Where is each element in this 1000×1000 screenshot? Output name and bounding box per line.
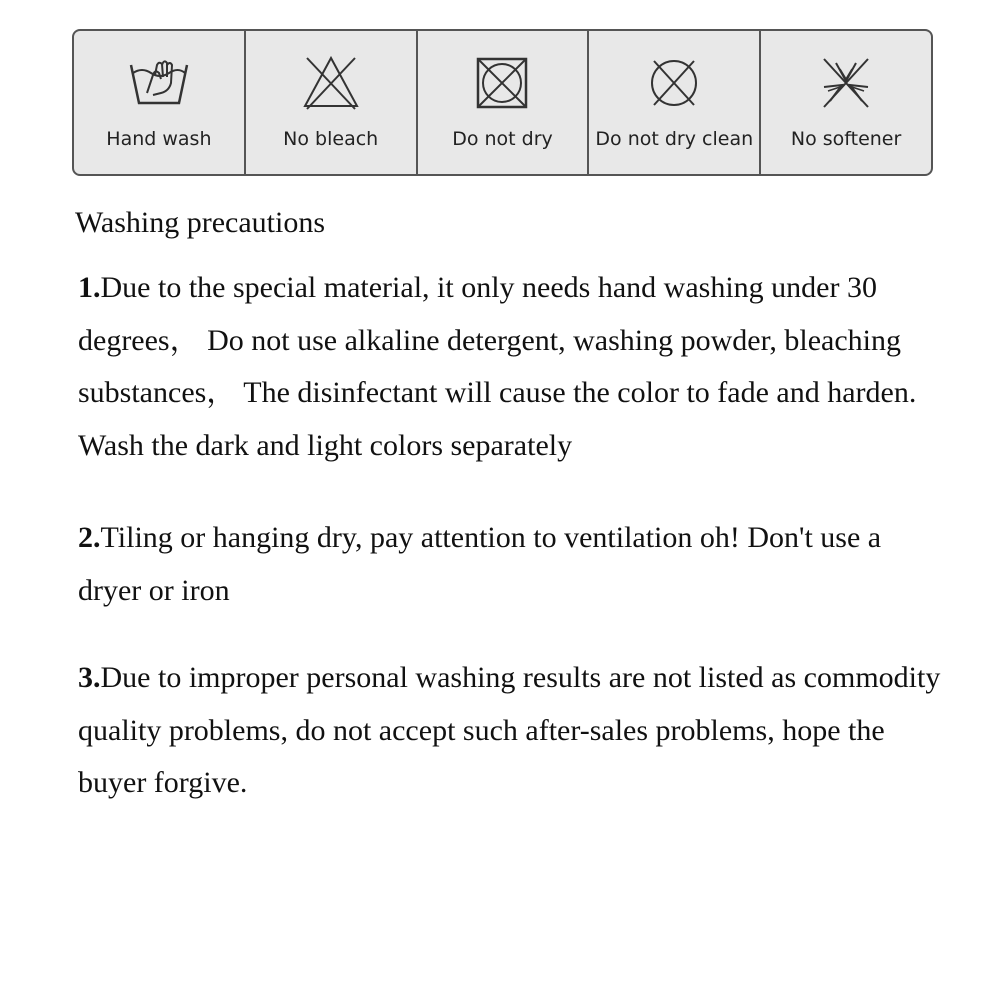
care-symbol-do-not-dry-clean xyxy=(589,31,761,174)
do-not-dry-clean-icon xyxy=(642,53,706,113)
paragraph-text: Due to the special material, it only needs hand washing under 30 degrees， Do not use alkaline detergent, washing powder, bleaching substances， The disinfectant will cause the color to fade and harden. Wash the dark and light colors separately xyxy=(78,271,917,462)
care-symbol-no-softener xyxy=(761,31,931,174)
care-symbol-no-bleach xyxy=(246,31,418,174)
no-bleach-icon xyxy=(299,53,363,113)
care-symbols-panel xyxy=(72,29,933,176)
care-symbol-label: No bleach xyxy=(283,128,379,150)
paragraph-number: 3. xyxy=(78,661,101,694)
care-symbol-label: Do not dry clean xyxy=(595,128,754,150)
care-symbol-hand-wash xyxy=(74,31,246,174)
hand-wash-icon xyxy=(127,53,191,113)
care-symbol-label: No softener xyxy=(790,128,902,150)
no-softener-icon xyxy=(814,53,878,113)
paragraph-text: Due to improper personal washing results are not listed as commodity quality problems, do not accept such after-sales problems, hope the buyer forgive. xyxy=(78,661,941,799)
care-symbol-label: Do not dry xyxy=(452,128,553,150)
care-symbol-label: Hand wash xyxy=(106,128,212,150)
precaution-paragraph-3 xyxy=(78,652,948,810)
precaution-paragraph-2 xyxy=(78,512,948,617)
paragraph-number: 1. xyxy=(78,271,101,304)
do-not-tumble-dry-icon xyxy=(470,53,534,113)
paragraph-text: Tiling or hanging dry, pay attention to ventilation oh! Don't use a dryer or iron xyxy=(78,521,882,607)
care-symbol-do-not-dry xyxy=(418,31,590,174)
section-title: Washing precautions xyxy=(75,206,326,239)
paragraph-number: 2. xyxy=(78,521,101,554)
precaution-paragraph-1 xyxy=(78,262,948,472)
